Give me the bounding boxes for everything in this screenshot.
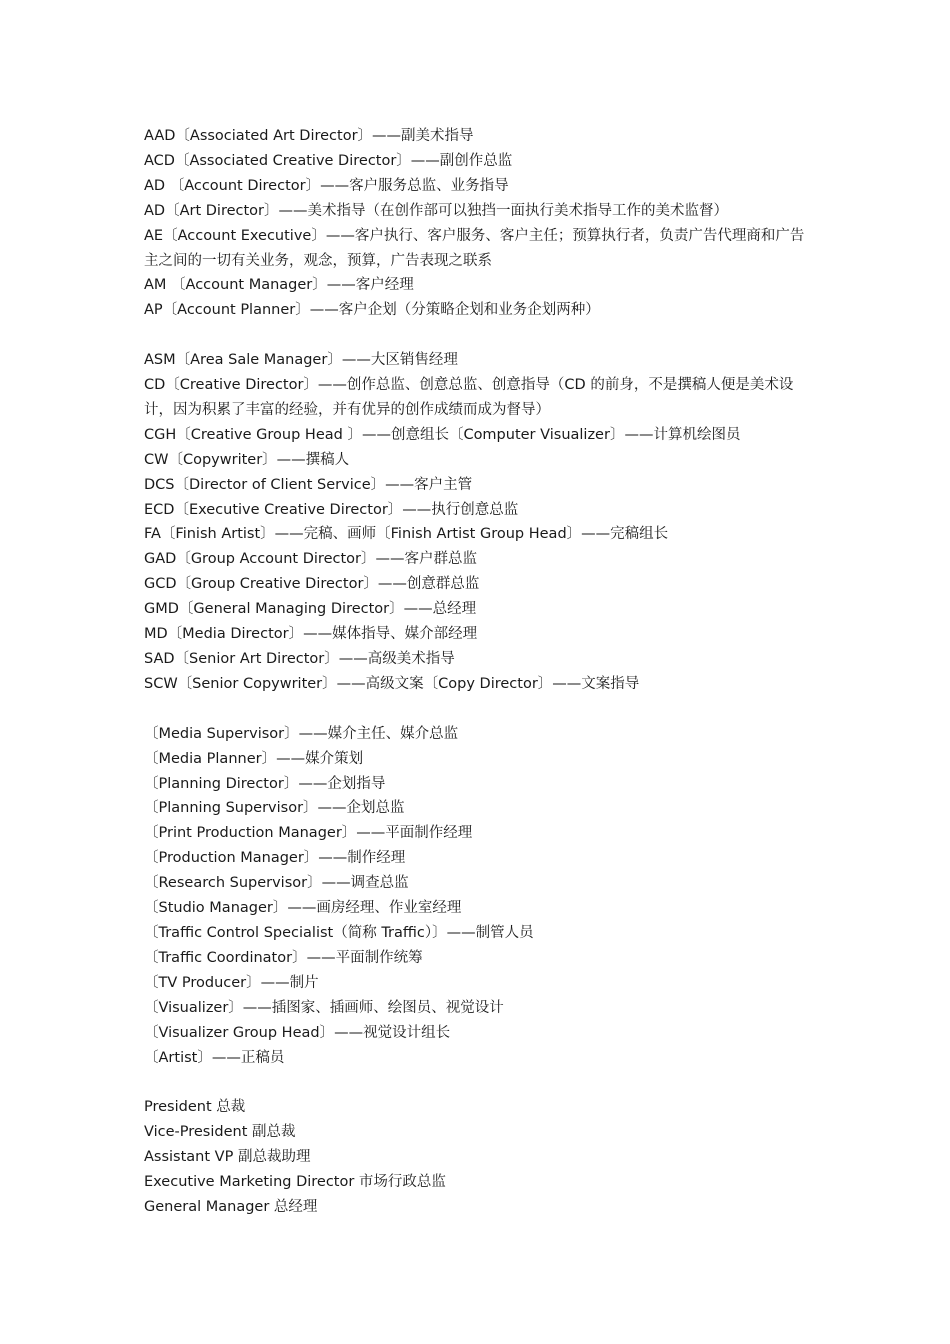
text-line: ACD〔Associated Creative Director〕——副创作总监 xyxy=(144,152,513,169)
section-account-titles xyxy=(144,124,814,323)
text-line: 〔Planning Director〕——企划指导 xyxy=(144,775,386,792)
text-line: Assistant VP 副总裁助理 xyxy=(144,1149,311,1166)
text-line: ECD〔Executive Creative Director〕——执行创意总监 xyxy=(144,501,519,518)
text-line: DCS〔Director of Client Service〕——客户主管 xyxy=(144,476,473,493)
paragraph-spacer xyxy=(144,697,814,722)
text-line: AAD〔Associated Art Director〕——副美术指导 xyxy=(144,128,474,144)
text-line: AD 〔Account Director〕——客户服务总监、业务指导 xyxy=(144,177,509,194)
text-line: 〔Visualizer Group Head〕——视觉设计组长 xyxy=(144,1024,451,1041)
text-line: GAD〔Group Account Director〕——客户群总监 xyxy=(144,551,477,568)
text-line: 〔Media Supervisor〕——媒介主任、媒介总监 xyxy=(144,725,459,742)
text-line: 〔Production Manager〕——制作经理 xyxy=(144,850,406,867)
text-line: 〔Traffic Control Specialist（简称 Traffic）〕——制管人员 xyxy=(144,924,534,941)
text-line: 〔Visualizer〕——插图家、插画师、绘图员、视觉设计 xyxy=(144,999,504,1016)
text-line: 〔Traffic Coordinator〕——平面制作统筹 xyxy=(144,949,423,966)
text-line: CD〔Creative Director〕——创作总监、创意总监、创意指导（CD 的前身，不是撰稿人便是美术设计，因为积累了丰富的经验，并有优异的创作成绩而成为督导） xyxy=(144,377,794,418)
text-line: 〔Planning Supervisor〕——企划总监 xyxy=(144,800,405,817)
text-line: MD〔Media Director〕——媒体指导、媒介部经理 xyxy=(144,626,478,643)
text-line: CW〔Copywriter〕——撰稿人 xyxy=(144,451,350,468)
text-line: President 总裁 xyxy=(144,1099,246,1116)
text-line: SCW〔Senior Copywriter〕——高级文案〔Copy Director〕——文案指导 xyxy=(144,675,640,692)
section-creative-titles xyxy=(144,348,814,697)
paragraph-spacer xyxy=(144,1070,814,1095)
text-line: AD〔Art Director〕——美术指导（在创作部可以独挡一面执行美术指导工作的美术监督） xyxy=(144,202,729,219)
text-line: SAD〔Senior Art Director〕——高级美术指导 xyxy=(144,651,455,668)
text-line: 〔Artist〕——正稿员 xyxy=(144,1049,285,1066)
text-line: 〔Print Production Manager〕——平面制作经理 xyxy=(144,825,473,842)
text-line: GMD〔General Managing Director〕——总经理 xyxy=(144,601,477,618)
section-media-production-titles xyxy=(144,722,814,1071)
text-line: GCD〔Group Creative Director〕——创意群总监 xyxy=(144,576,480,593)
text-line: 〔Media Planner〕——媒介策划 xyxy=(144,750,364,767)
paragraph-spacer xyxy=(144,323,814,348)
text-line: 〔Research Supervisor〕——调查总监 xyxy=(144,875,409,892)
text-line: CGH〔Creative Group Head 〕——创意组长〔Computer Visualizer〕——计算机绘图员 xyxy=(144,426,741,443)
text-line: ASM〔Area Sale Manager〕——大区销售经理 xyxy=(144,352,458,369)
text-line: AP〔Account Planner〕——客户企划（分策略企划和业务企划两种） xyxy=(144,302,600,319)
text-line: AE〔Account Executive〕——客户执行、客户服务、客户主任；预算执行者，负责广告代理商和广告主之间的一切有关业务，观念，预算，广告表现之联系 xyxy=(144,227,805,269)
text-line: AM 〔Account Manager〕——客户经理 xyxy=(144,277,414,294)
text-line: 〔TV Producer〕——制片 xyxy=(144,974,319,991)
text-line: Executive Marketing Director 市场行政总监 xyxy=(144,1174,446,1191)
text-line: 〔Studio Manager〕——画房经理、作业室经理 xyxy=(144,900,462,917)
text-line: Vice-President 副总裁 xyxy=(144,1124,296,1141)
text-line: General Manager 总经理 xyxy=(144,1198,318,1215)
document-body xyxy=(144,124,814,1220)
section-executive-titles xyxy=(144,1095,814,1220)
text-line: FA〔Finish Artist〕——完稿、画师〔Finish Artist Group Head〕——完稿组长 xyxy=(144,526,669,543)
